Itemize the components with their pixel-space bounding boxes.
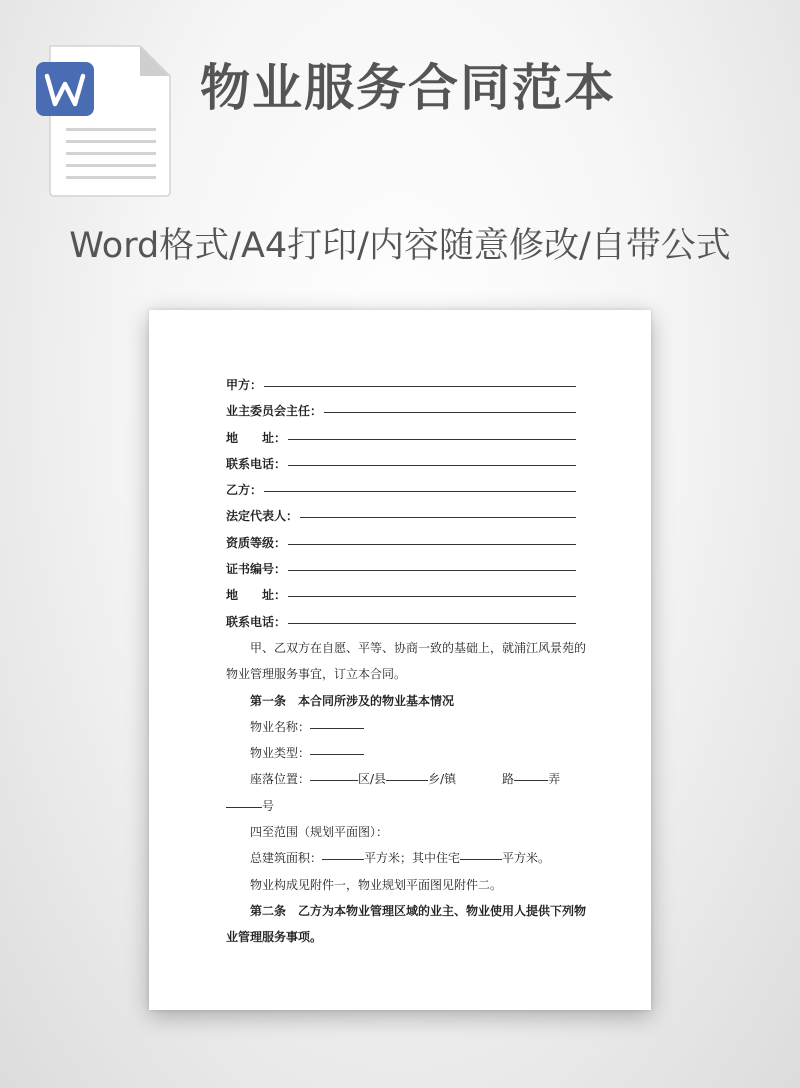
address-b-blank	[288, 596, 576, 597]
intro-line-2: 物业管理服务事宜，订立本合同。	[226, 667, 407, 682]
party-b-blank	[264, 491, 576, 492]
total-area-blank	[322, 859, 364, 860]
lane-text: 弄	[548, 772, 561, 787]
qualification-label: 资质等级：	[226, 535, 287, 550]
composition-line: 物业构成见附件一，物业规划平面图见附件二。	[250, 877, 503, 892]
number-blank	[226, 807, 262, 808]
area-unit-2: 平方米。	[502, 851, 551, 866]
legal-rep-blank	[300, 517, 576, 518]
party-b-label: 乙方：	[226, 483, 263, 498]
phone-b-line	[226, 609, 576, 635]
qualification-line	[226, 530, 576, 556]
property-name-label: 物业名称：	[250, 719, 311, 734]
article-2-line-2: 业管理服务事项。	[226, 930, 323, 945]
location-label: 座落位置：	[250, 772, 311, 787]
qualification-blank	[288, 544, 576, 545]
contract-body	[226, 372, 587, 951]
phone-b-label: 联系电话：	[226, 614, 287, 629]
document-page	[149, 310, 651, 1010]
property-type-label: 物业类型：	[250, 746, 311, 761]
district-text: 区/县	[358, 772, 387, 787]
area-unit-1: 平方米；其中住宅	[364, 851, 461, 866]
address-a-label: 地 址：	[226, 430, 287, 445]
area-line	[226, 845, 576, 871]
number-line	[226, 793, 576, 819]
district-blank	[310, 780, 358, 781]
party-a-blank	[264, 386, 576, 387]
town-blank	[386, 780, 428, 781]
town-text: 乡/镇	[428, 772, 457, 787]
phone-a-label: 联系电话：	[226, 456, 287, 471]
article-1-title: 第一条 本合同所涉及的物业基本情况	[250, 693, 455, 708]
intro-line-1: 甲、乙双方在自愿、平等、协商一致的基础上，就浦江风景苑的	[250, 640, 587, 655]
address-a-blank	[288, 439, 576, 440]
article-2-line-1: 第二条 乙方为本物业管理区域的业主、物业使用人提供下列物	[250, 903, 587, 918]
page-title: 物业服务合同范本	[200, 59, 616, 117]
phone-a-line	[226, 451, 576, 477]
certificate-blank	[288, 570, 576, 571]
property-name-line	[226, 714, 576, 740]
party-a-line	[226, 372, 576, 398]
committee-line	[226, 398, 576, 424]
area-label: 总建筑面积：	[250, 851, 323, 866]
certificate-line	[226, 556, 576, 582]
address-b-label: 地 址：	[226, 588, 287, 603]
property-type-line	[226, 740, 576, 766]
residential-area-blank	[460, 859, 502, 860]
road-text: 路	[502, 772, 515, 787]
committee-label: 业主委员会主任：	[226, 404, 323, 419]
phone-a-blank	[288, 465, 576, 466]
legal-rep-label: 法定代表人：	[226, 509, 299, 524]
legal-rep-line	[226, 503, 576, 529]
subtitle: Word格式/A4打印/内容随意修改/自带公式	[69, 226, 731, 266]
address-a-line	[226, 425, 576, 451]
road-blank	[514, 780, 548, 781]
number-text: 号	[262, 798, 275, 813]
location-line	[226, 766, 576, 792]
address-b-line	[226, 582, 576, 608]
property-type-blank	[310, 754, 364, 755]
party-a-label: 甲方：	[226, 378, 263, 392]
phone-b-blank	[288, 623, 576, 624]
certificate-label: 证书编号：	[226, 562, 287, 577]
boundary-line: 四至范围（规划平面图）：	[250, 825, 389, 840]
party-b-line	[226, 477, 576, 503]
committee-blank	[324, 412, 576, 413]
property-name-blank	[310, 728, 364, 729]
word-file-icon	[36, 44, 172, 198]
